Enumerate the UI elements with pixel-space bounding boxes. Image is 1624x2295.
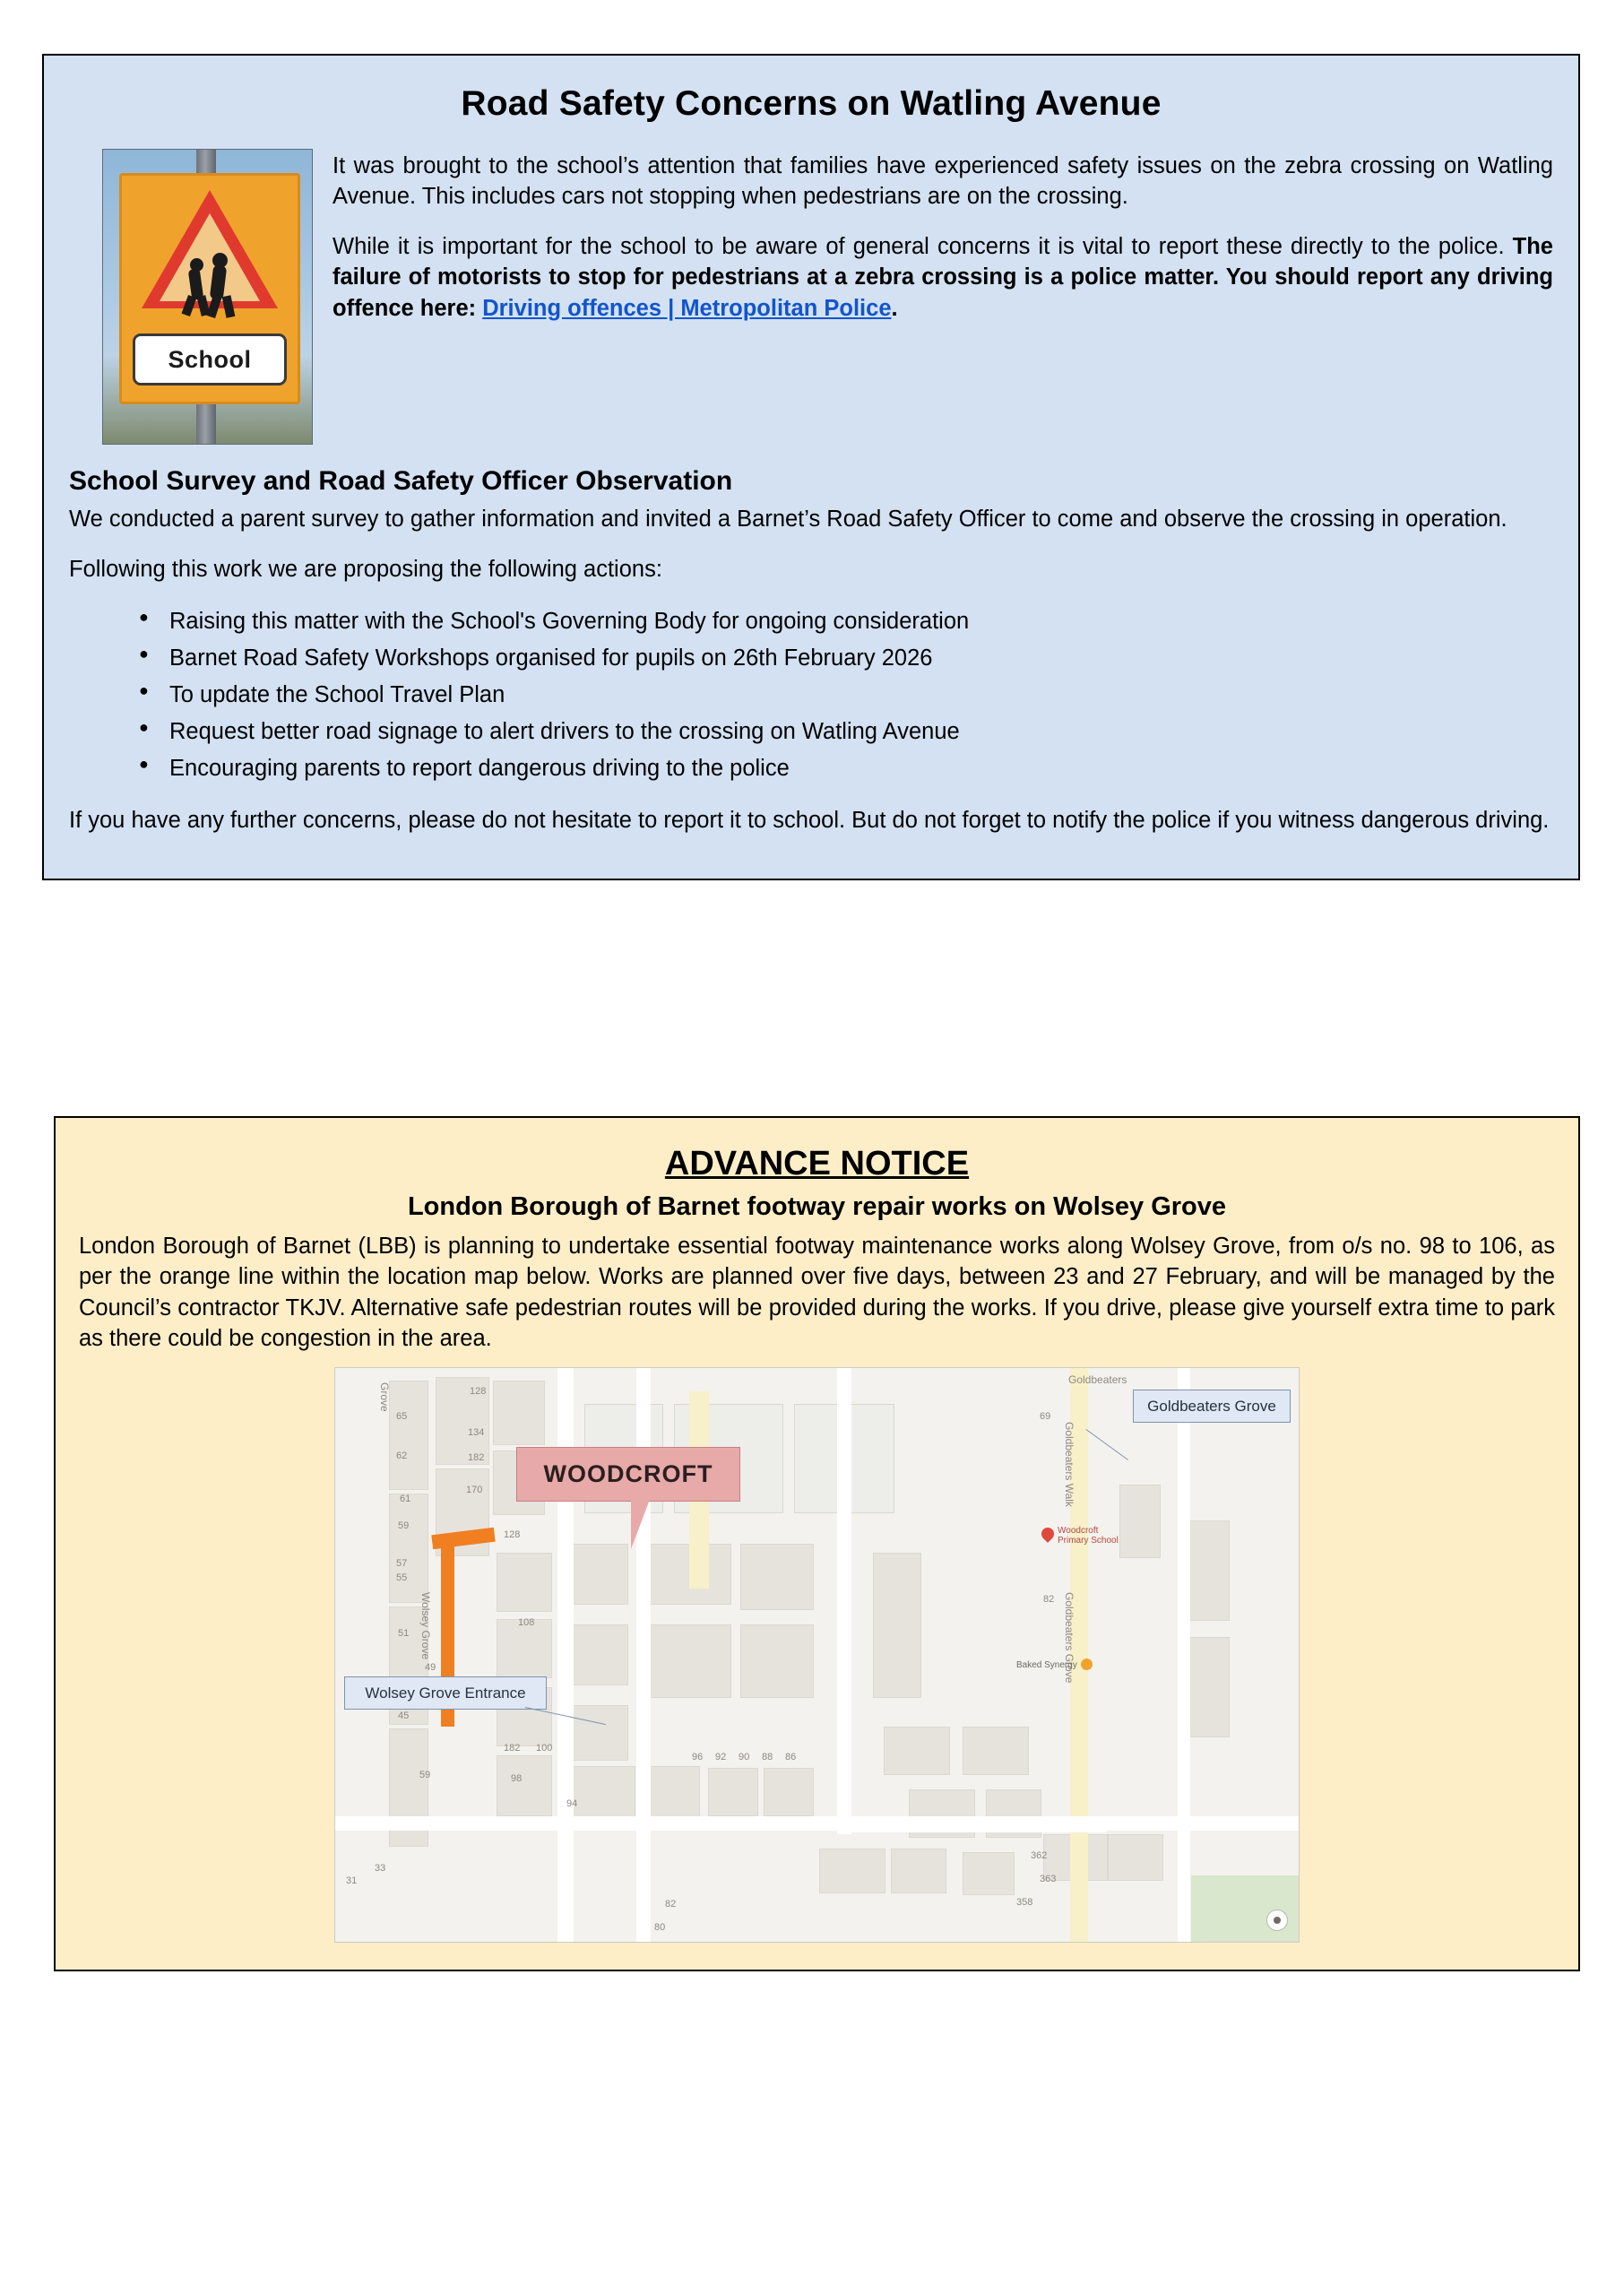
street-label-goldbeaters-walk: Goldbeaters Walk — [1063, 1421, 1075, 1507]
list-item: ● To update the School Travel Plan — [139, 679, 1553, 712]
met-police-link[interactable]: Driving offences | Metropolitan Police — [482, 295, 892, 321]
para2-bold: The failure of motorists to stop for pedestrians at a zebra crossing is a police matter. You should report any driving offence here: — [333, 234, 1553, 321]
advance-notice-panel — [54, 1116, 1580, 1971]
map-locate-button[interactable] — [1266, 1910, 1288, 1931]
poi-school-label: Woodcroft Primary School — [1058, 1525, 1119, 1546]
para2-lead: While it is important for the school to be aware of general concerns it is vital to report these directly to the police. — [333, 234, 1513, 260]
sign-plate — [119, 173, 300, 404]
survey-paragraph: We conducted a parent survey to gather information and invited a Barnet’s Road Safety Officer to come and observe the crossing in operation. — [69, 507, 1507, 532]
advance-notice-body: London Borough of Barnet (LBB) is planning to undertake essential footway maintenance works along Wolsey Grove, from o/s no. 98 to 106, as per the orange line within the location map below. Works are planned over five days, between 23 and 27 February, and will be managed by the Council’s contractor TKJV. Alternative safe pedestrian routes will be provided during the works. If you drive, please give yourself extra time to park as there could be congestion in the area. — [79, 1234, 1555, 1352]
school-pin-icon — [1039, 1525, 1057, 1543]
list-item: ● Barnet Road Safety Workshops organised for pupils on 26th February 2026 — [139, 642, 1553, 675]
para2-end: . — [891, 295, 898, 321]
proposed-actions-list — [69, 605, 1553, 785]
callout-woodcroft-tail — [631, 1497, 651, 1549]
advance-notice-title: ADVANCE NOTICE — [664, 1145, 970, 1182]
street-label-side: Grove — [378, 1381, 391, 1412]
street-label-goldbeaters-grove: Goldbeaters Grove — [1063, 1591, 1075, 1684]
list-item: ● Encouraging parents to report dangerous driving to the police — [139, 752, 1553, 785]
poi-business-label: Baked Synergy — [1016, 1659, 1077, 1670]
closing-paragraph: If you have any further concerns, please do not hesitate to report it to school. But do not forget to notify the police if you witness dangerous driving. — [69, 807, 1550, 833]
page-title: Road Safety Concerns on Watling Avenue — [461, 84, 1162, 123]
callout-goldbeaters-grove: Goldbeaters Grove — [1133, 1390, 1291, 1424]
street-label-top: Goldbeaters — [1068, 1373, 1127, 1386]
actions-lead-paragraph: Following this work we are proposing the following actions: — [69, 557, 662, 583]
street-label-wolsey-grove: Wolsey Grove — [419, 1591, 432, 1659]
list-item: ● Raising this matter with the School's Governing Body for ongoing consideration — [139, 605, 1553, 638]
section-heading-survey: School Survey and Road Safety Officer Observation — [69, 466, 733, 496]
list-item: ● Request better road signage to alert drivers to the crossing on Watling Avenue — [139, 715, 1553, 749]
warning-triangle-inner — [160, 213, 260, 301]
sign-school-label: School — [133, 333, 287, 385]
callout-woodcroft: WOODCROFT — [516, 1447, 740, 1502]
intro-paragraph-1: It was brought to the school’s attention that families have experienced safety issues on the zebra crossing on Watling Avenue. This includes cars not stopping when pedestrians are on the crossing. — [333, 153, 1553, 210]
school-crossing-sign-icon — [102, 149, 313, 445]
road-safety-intro — [69, 143, 1553, 450]
advance-notice-subtitle: London Borough of Barnet footway repair works on Wolsey Grove — [407, 1192, 1227, 1221]
callout-wolsey-entrance: Wolsey Grove Entrance — [344, 1676, 547, 1710]
location-map[interactable]: Goldbeaters Goldbeaters Walk Goldbeaters Grove Wolsey Grove Grove 128 134 182 170 65 62 61 59 57 55 51 49 45 59 128 108 182 100 98 94 96 92 90 88 86 69 82 33 31 362 363 358 82 80 Woodcroft Primary School Baked Synergy WOODCROFT Goldbeaters Grove Wolsey Grove Entrance — [334, 1367, 1300, 1943]
map-green-area — [1191, 1875, 1299, 1942]
business-dot-icon — [1081, 1658, 1093, 1670]
road-safety-panel — [42, 54, 1580, 880]
